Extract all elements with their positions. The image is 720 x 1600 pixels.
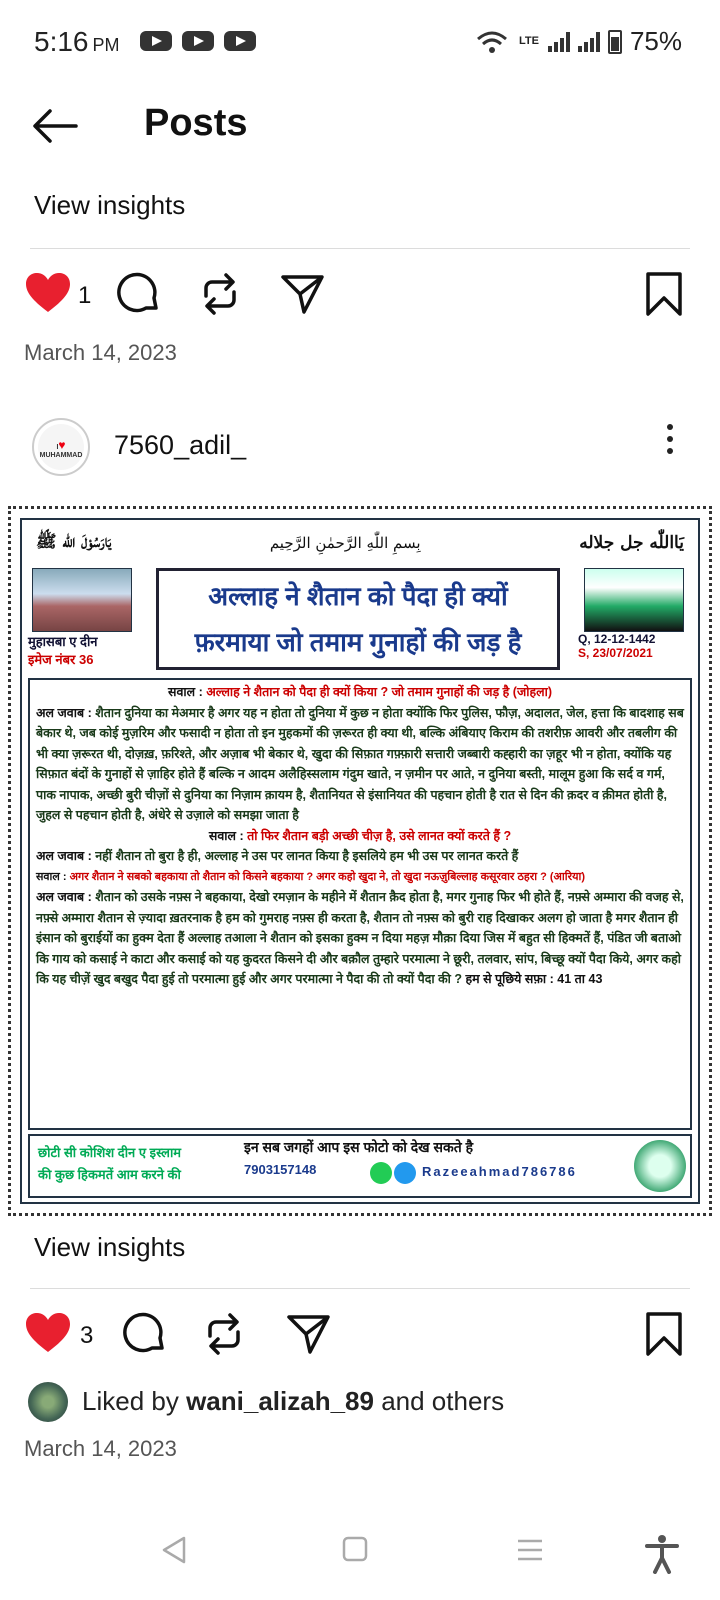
liker-username[interactable]: wani_alizah_89 (186, 1386, 374, 1416)
headline-line-2: फ़रमाया जो तमाम गुनाहों की जड़ है (194, 627, 522, 657)
question-3: सवाल : अगर शैतान ने सबको बहकाया तो शैतान को किसने बहकाया ? अगर कहो खुदा ने, तो खुदा नऊज़ुबिल्लाह कसूरवार ठहरा ? (आरिया) (36, 870, 586, 883)
system-nav-bar (0, 1510, 720, 1600)
calligraphy-right: يَااللّٰه جل جلاله (579, 533, 684, 553)
bookmark-icon[interactable] (640, 270, 688, 318)
heart-icon[interactable] (24, 270, 72, 318)
calligraphy-left: يَارَسُوْلَ اللّٰه ﷺ (36, 531, 112, 552)
image-content (20, 518, 700, 1204)
image-number: इमेज नंबर 36 (28, 652, 94, 667)
view-insights-link[interactable]: View insights (34, 190, 186, 220)
battery-icon (608, 30, 622, 54)
status-time: 5:16 PM (34, 26, 120, 57)
gregorian-date: S, 23/07/2021 (578, 646, 653, 660)
share-icon[interactable] (284, 1310, 332, 1358)
network-label: LTE (518, 35, 539, 47)
hijri-date: Q, 12-12-1442 (578, 632, 656, 646)
footer-handle: Razeeahmad786786 (422, 1164, 577, 1179)
divider (30, 248, 690, 249)
liker-avatar[interactable] (28, 1382, 68, 1422)
post-actions (0, 1310, 720, 1370)
answer-2: अल जवाब : नहीं शैतान तो बुरा है ही, अल्लाह ने उस पर लानत किया है इसलिये हम भी उस पर लानत करते हैं (36, 849, 519, 863)
youtube-icon (224, 31, 256, 51)
kaaba-image (584, 568, 684, 632)
left-caption: मुहासबा ए दीन (28, 634, 98, 649)
shrine-image (32, 568, 132, 632)
like-count: 1 (78, 282, 92, 309)
headline (156, 568, 560, 670)
liked-by-text: Liked by wani_alizah_89 and others (82, 1386, 505, 1416)
youtube-icon (182, 31, 214, 51)
qa-body (28, 678, 692, 1130)
battery-level: 75% (629, 26, 682, 56)
app-bar (0, 84, 720, 174)
accessibility-icon[interactable] (644, 1534, 680, 1574)
nav-back-icon[interactable] (158, 1534, 190, 1566)
bookmark-icon[interactable] (640, 1310, 688, 1358)
image-footer (28, 1134, 692, 1198)
answer-3: अल जवाब : शैतान को उसके नफ़्स ने बहकाया, देखो रमज़ान के महीने में शैतान क़ैद होता है, मगर गुनाह फिर भी होते हैं, नफ़्से अम्मारा की वजह से, नफ़्से अम्मारा शैतान से ज़्यादा ख़तरनाक है हम को गुमराह नफ़्स ही करता है, शैतान तो नफ़्स को बुरी राह दिखाकर अलग हो जाता है मगर शैतान ही इंसान को बुराईयों का हुक्म देता हैं अल्लाह तआला ने शैतान को इसका हुक्म न दिया महज़ मौक़ा दिया जिस में बहुत सी हिक्मतें हैं, पंडित जी बताओ कि गाय को कसाई ने काटा और कसाई को यह कुदरत किसने दी और बक़ौल तुम्हारे परमात्मा ने छूरी, तलवार, सांप, बिच्छू क्यों पैदा किये, अगर कहो कि यह चीज़ें खुद बखुद पैदा हुई तो परमात्मा हुई और अगर परमात्मा ने पैदा की तो क्यों पैदा की ? हम से पूछिये सफ़ा : 41 ता 43 (36, 890, 684, 986)
post-date: March 14, 2023 (24, 340, 177, 365)
username[interactable]: 7560_adil_ (114, 430, 247, 460)
avatar-logo: I♥ MUHAMMAD (38, 424, 84, 470)
bismillah-row (22, 520, 698, 566)
bismillah-text: بِسمِ اللّٰهِ الرَّحمٰنِ الرَّحِيم (269, 534, 421, 552)
wifi-icon (474, 29, 510, 55)
footer-tagline: छोटी सी कोशिश दीन ए इस्लाम की कुछ हिकमतें आम करने की (38, 1145, 182, 1182)
arrow-left-icon[interactable] (30, 106, 80, 146)
status-bar (0, 0, 720, 84)
banner-left (28, 568, 150, 674)
heart-icon[interactable] (24, 1310, 72, 1358)
question-2: सवाल : तो फिर शैतान बड़ी अच्छी चीज़ है, उसे लानत क्यों करते हैं ? (208, 828, 512, 843)
signal-icon (578, 32, 600, 52)
post-actions (0, 270, 720, 330)
headline-line-1: अल्लाह ने शैतान को पैदा ही क्यों (208, 581, 508, 611)
status-right (474, 26, 682, 57)
signal-icon (548, 32, 570, 52)
post-image[interactable] (0, 500, 720, 1222)
divider (30, 1288, 690, 1289)
like-count: 3 (80, 1322, 94, 1349)
share-icon[interactable] (278, 270, 326, 318)
nav-recents-icon[interactable] (514, 1534, 546, 1566)
answer-1: अल जवाब : शैतान दुनिया का मेअमार है अगर यह न होता तो दुनिया में कुछ न होता क्योंकि फिर पुलिस, फौज़, अदालत, जेल, हत्ता कि बादशाह सब बेकार थे, जब कोई मुज़रिम और फसादी न होता तो इन मुहकमों की ज़रूरत ही क्या थी, बल्कि अंबियाए किराम की तशरीफ़ आवरी और तबलीग की भी क्या ज़रूरत थी, दोज़ख़, फ़रिश्ते, और अज़ाब भी बेकार थे, खुदा की सिफ़ात गफ़्फ़ारी सत्तारी जब्बारी कह्हारी का ज़हूर भी न होता, क्योंकि यह सिफ़ात बंदों के गुनाहों से ज़ाहिर होते हैं बल्कि न आदम अलैहिस्सलाम गंदुम खाते, न ज़मीन पर आते, न दुनिया बस्ती, मालूम हुआ कि सर्द व गर्म, पाक नापाक, अच्छी बुरी चीज़ों से दुनिया का निज़ाम क़ायम है, शैतानियत से इंसानियत की पहचान होती है रात से दिन की क़दर व क़ीमत होती है, जुहल से पहचान होती है, अंधेरे से उज़ाले को समझा जाता है (36, 705, 684, 822)
image-banner (28, 568, 692, 674)
post-author-row[interactable] (0, 418, 720, 488)
question-1: सवाल : अल्लाह ने शैतान को पैदा ही क्यों किया ? जो तमाम गुनाहों की जड़ है (जोहला) (168, 685, 552, 699)
post-date: March 14, 2023 (24, 1436, 177, 1461)
repost-icon[interactable] (196, 270, 244, 318)
telegram-icon (394, 1162, 416, 1184)
banner-right (578, 568, 692, 674)
nav-home-icon[interactable] (340, 1534, 372, 1566)
more-options-icon[interactable] (666, 424, 674, 464)
seal-logo (634, 1140, 686, 1192)
comment-icon[interactable] (120, 1310, 168, 1358)
liked-by-row[interactable] (0, 1382, 720, 1432)
page-title: Posts (144, 102, 248, 144)
whatsapp-icon (370, 1162, 392, 1184)
avatar[interactable] (32, 418, 90, 476)
footer-phone: 7903157148 (244, 1162, 317, 1177)
youtube-icon (140, 31, 172, 51)
footer-note: इन सब जगहों आप इस फोटो को देख सकते है (244, 1139, 474, 1155)
view-insights-link[interactable]: View insights (34, 1232, 186, 1262)
comment-icon[interactable] (114, 270, 162, 318)
repost-icon[interactable] (200, 1310, 248, 1358)
